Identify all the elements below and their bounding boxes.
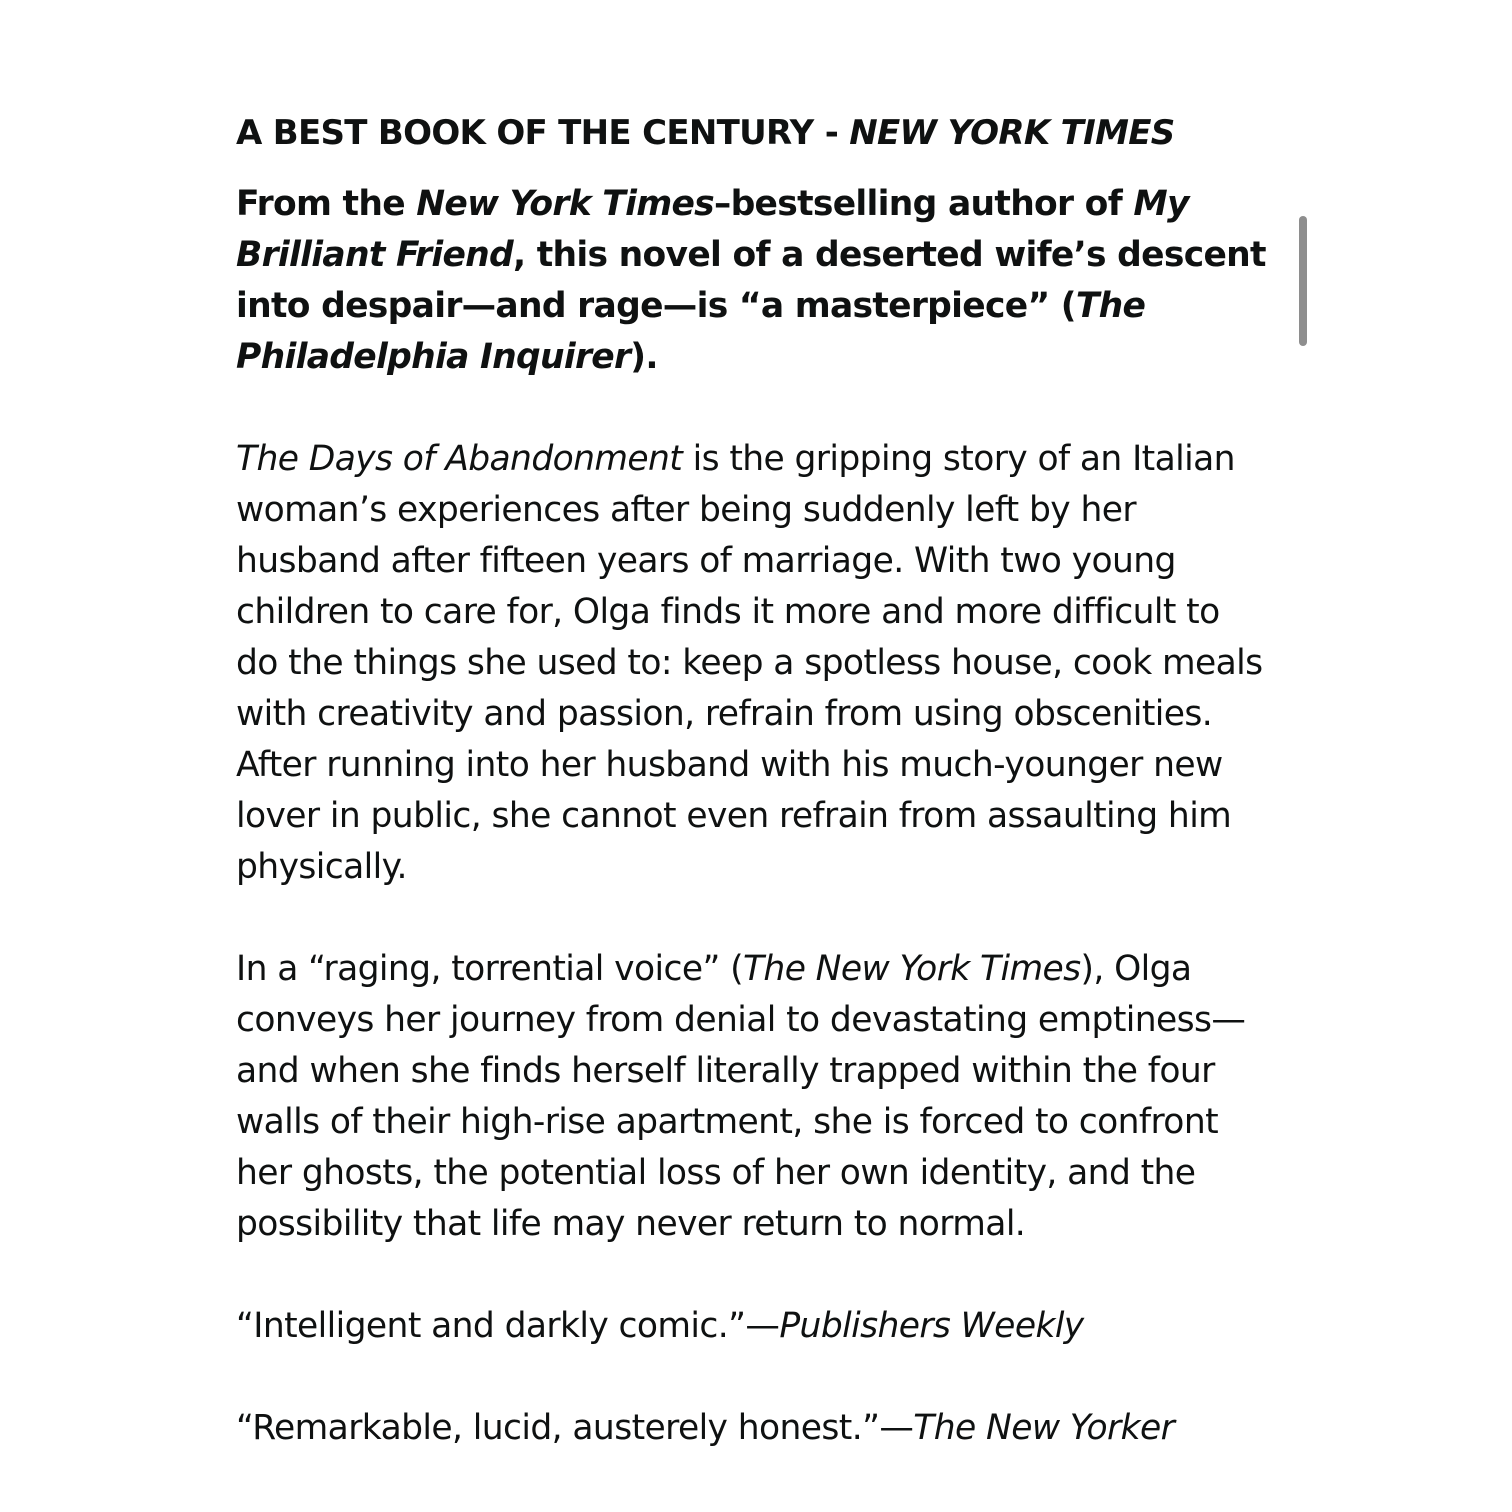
lead-text-1: From the: [236, 184, 417, 224]
book-description: [236, 108, 1266, 1505]
paragraph-1-text: is the gripping story of an Italian woman’s experiences after being suddenly left by her husband after fifteen years of marriage. With two young children to care for, Olga finds it more and more difficult to do the things she used to: keep a spotless house, cook meals with creativity and passion, refrain from using obscenities. After running into her husband with his much-younger new lover in public, she cannot even refrain from assaulting him physically.: [236, 439, 1263, 887]
review-source: Publishers Weekly: [779, 1306, 1084, 1346]
review-quote-text: “Remarkable, lucid, austerely honest.”—: [236, 1408, 914, 1448]
review-quote-text: “Intelligent and darkly comic.”—: [236, 1306, 780, 1346]
lead-italic-1: New York Times: [416, 184, 715, 224]
lead-text-3: , this novel of a deserted wife’s descent into despair—and rage—is “a masterpiece” (: [236, 235, 1266, 326]
lead-text-4: ).: [630, 337, 658, 377]
lead-text-2: –bestselling author of: [714, 184, 1134, 224]
headline-source: NEW YORK TIMES: [849, 113, 1175, 153]
paragraph-2-source: The New York Times: [742, 949, 1081, 989]
paragraph-2-text-2: ), Olga conveys her journey from denial to devastating emptiness—and when she finds herself literally trapped within the four walls of their high-rise apartment, she is forced to confront her ghosts, the potential loss of her own identity, and the possibility that life may never return to normal.: [236, 949, 1246, 1244]
lead-italic-3: The Philadelphia Inquirer: [236, 286, 1146, 377]
book-title: The Days of Abandonment: [236, 439, 683, 479]
paragraph-2-text-1: In a “raging, torrential voice” (: [236, 949, 743, 989]
lead-paragraph: [236, 179, 1266, 383]
scrollbar-thumb[interactable]: [1299, 216, 1307, 346]
description-paragraph-1: [236, 434, 1266, 893]
headline: [236, 108, 1266, 159]
description-paragraph-2: [236, 944, 1266, 1250]
review-source: The New Yorker: [913, 1408, 1175, 1448]
lead-italic-2: My Brilliant Friend: [236, 184, 1189, 275]
review-quote: [236, 1403, 1266, 1454]
review-quote: [236, 1301, 1266, 1352]
headline-text: A BEST BOOK OF THE CENTURY -: [236, 113, 850, 153]
